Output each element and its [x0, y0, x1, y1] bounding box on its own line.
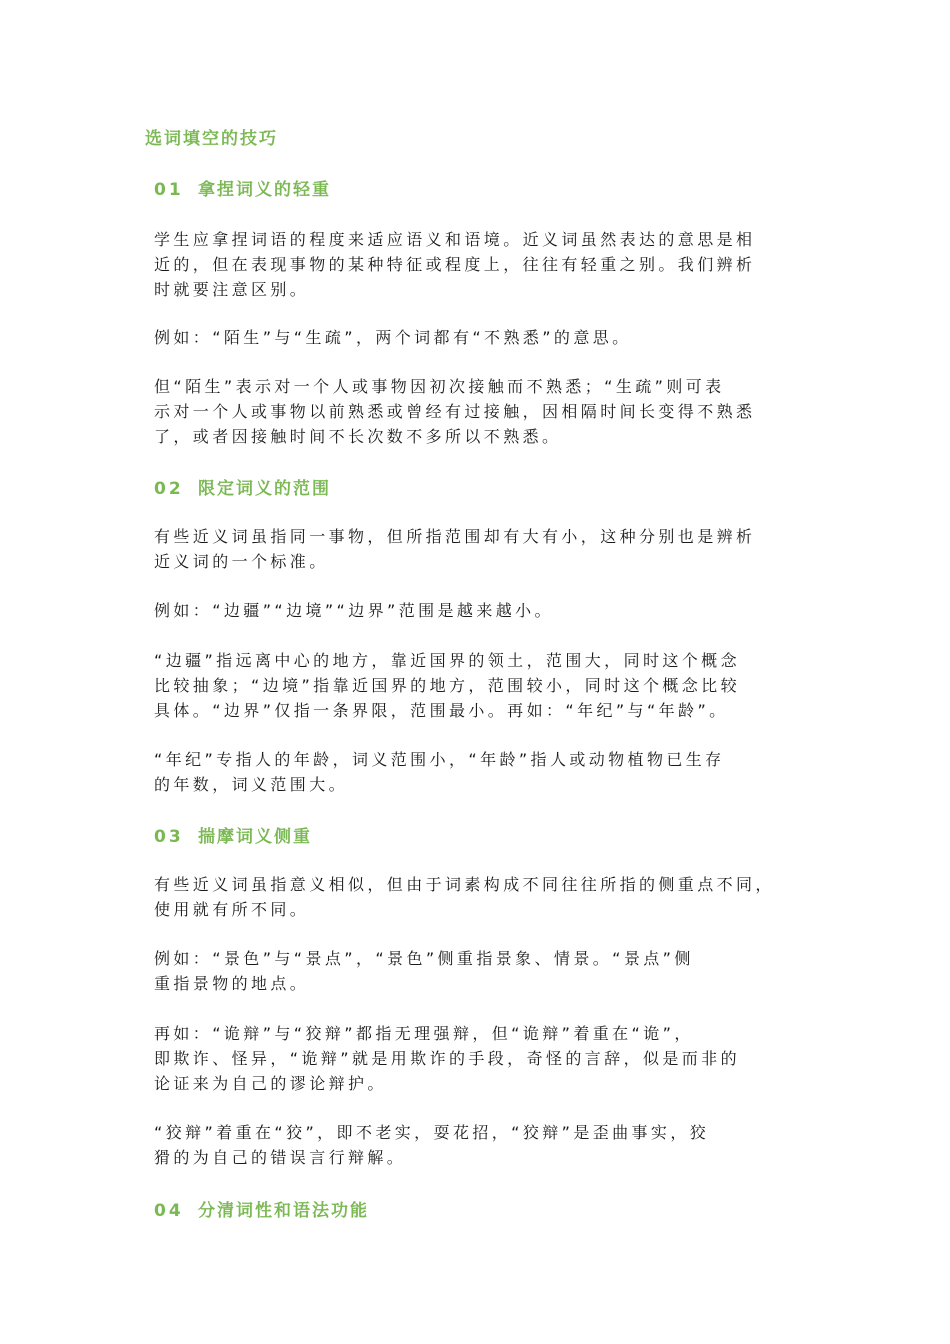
paragraph: “年纪”专指人的年龄，词义范围小，“年龄”指人或动物植物已生存 的年数，词义范围大。 — [154, 750, 725, 794]
section-number: 02 — [154, 479, 184, 499]
paragraph: 有些近义词虽指意义相似，但由于词素构成不同往往所指的侧重点不同， 使用就有所不同。 — [154, 875, 775, 919]
paragraph: 学生应拿捏词语的程度来适应语义和语境。近义词虽然表达的意思是相 近的，但在表现事物的某种特征或程度上，往往有轻重之别。我们辨析 时就要注意区别。 — [154, 230, 756, 299]
paragraph: 例如：“陌生”与“生疏”，两个词都有“不熟悉”的意思。 — [154, 328, 632, 347]
section-title: 拿捏词义的轻重 — [198, 180, 331, 200]
paragraph: 有些近义词虽指同一事物，但所指范围却有大有小，这种分别也是辨析 近义词的一个标准。 — [154, 527, 756, 571]
paragraph: 例如：“边疆”“边境”“边界”范围是越来越小。 — [154, 601, 554, 620]
section-title: 分清词性和语法功能 — [198, 1201, 369, 1221]
paragraph: 但“陌生”表示对一个人或事物因初次接触而不熟悉；“生疏”则可表 示对一个人或事物以前熟悉或曾经有过接触，因相隔时间长变得不熟悉 了，或者因接触时间不长次数不多所以不熟悉。 — [154, 377, 756, 446]
section-heading-02 — [154, 474, 331, 499]
section-heading-01 — [154, 175, 331, 200]
section-number: 01 — [154, 180, 184, 200]
section-heading-03 — [154, 822, 312, 847]
section-number: 04 — [154, 1201, 184, 1221]
paragraph: “边疆”指远离中心的地方，靠近国界的领土，范围大，同时这个概念 比较抽象；“边境”指靠近国界的地方，范围较小，同时这个概念比较 具体。“边界”仅指一条界限，范围最小。再如：“年纪”与“年龄”。 — [154, 651, 740, 720]
section-title: 揣摩词义侧重 — [198, 827, 312, 847]
section-heading-04 — [154, 1196, 369, 1221]
document-title: 选词填空的技巧 — [145, 129, 278, 149]
paragraph: 例如：“景色”与“景点”，“景色”侧重指景象、情景。“景点”侧 重指景物的地点。 — [154, 949, 694, 993]
paragraph: “狡辩”着重在“狡”，即不老实，耍花招，“狡辩”是歪曲事实，狡 猾的为自己的错误言行辩解。 — [154, 1123, 710, 1167]
paragraph: 再如：“诡辩”与“狡辩”都指无理强辩，但“诡辩”着重在“诡”， 即欺诈、怪异，“诡辩”就是用欺诈的手段，奇怪的言辞，似是而非的 论证来为自己的谬论辩护。 — [154, 1024, 740, 1093]
section-title: 限定词义的范围 — [198, 479, 331, 499]
section-number: 03 — [154, 827, 184, 847]
